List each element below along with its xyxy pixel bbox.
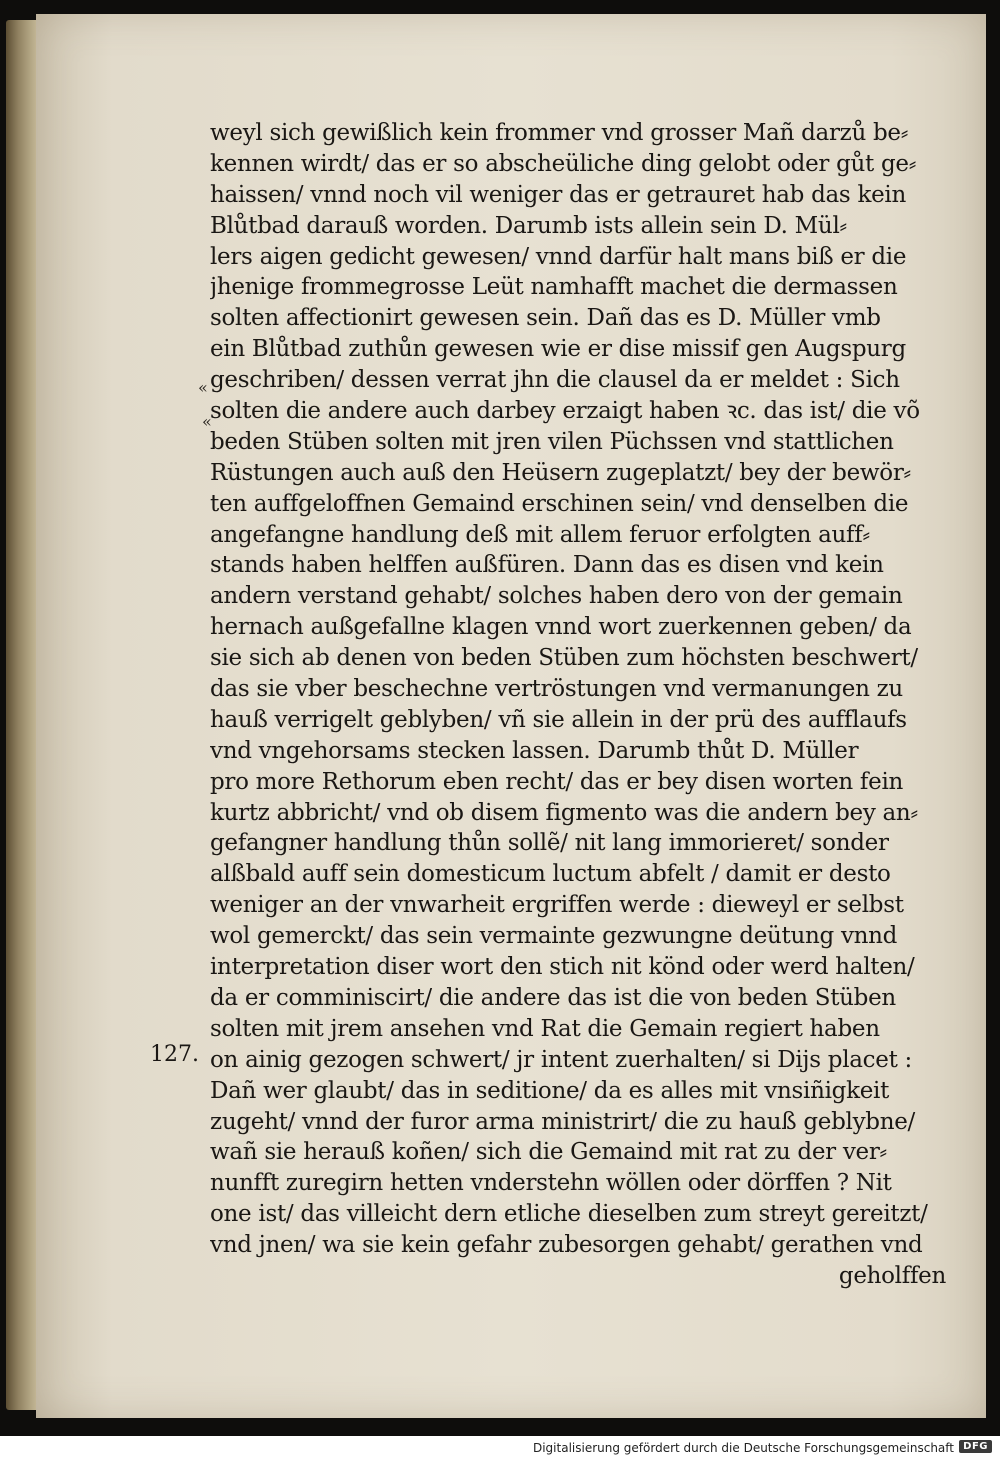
text-line: on ainig gezogen schwert/ jr intent zuerhalten/ si Dijs placet : <box>210 1046 912 1073</box>
text-line: nunfft zuregirn hetten vnderstehn wöllen oder dörffen ? Nit <box>210 1170 892 1197</box>
text-line: sie sich ab denen von beden Stüben zum höchsten beschwert/ <box>210 645 918 672</box>
text-line: gefangner handlung thůn sollẽ/ nit lang immorieret/ sonder <box>210 830 889 857</box>
text-line: weyl sich gewißlich kein frommer vnd grosser Mañ darzů be⸗ <box>210 120 909 146</box>
text-line: stands haben helffen außfüren. Dann das es disen vnd kein <box>210 552 884 579</box>
text-line: vnd jnen/ wa sie kein gefahr zubesorgen gehabt/ gerathen vnd <box>210 1232 923 1259</box>
text-line: alßbald auff sein domesticum luctum abfelt / damit er desto <box>210 861 891 888</box>
dfg-logo-icon: DFG <box>959 1440 992 1453</box>
text-line: solten die andere auch darbey erzaigt haben ꝛc. das ist/ die võ <box>210 398 920 425</box>
text-line: Blůtbad darauß worden. Darumb ists allein sein D. Mül⸗ <box>210 212 847 239</box>
text-line: lers aigen gedicht gewesen/ vnnd darfür halt mans biß er die <box>210 243 907 270</box>
text-line: ein Blůtbad zuthůn gewesen wie er dise missif gen Augspurg <box>210 336 906 363</box>
text-line: solten affectionirt gewesen sein. Dañ das es D. Müller vmb <box>210 305 881 332</box>
margin-quote-mark: « <box>202 412 210 431</box>
text-line: hauß verrigelt geblyben/ vñ sie allein in der prü des aufflaufs <box>210 706 907 733</box>
text-line: solten mit jrem ansehen vnd Rat die Gemain regiert haben <box>210 1015 880 1042</box>
text-line: ten auffgeloffnen Gemaind erschinen sein/ vnd denselben die <box>210 490 909 517</box>
text-line: angefangne handlung deß mit allem feruor erfolgten auff⸗ <box>210 521 870 548</box>
folio-number: 127. <box>150 1042 199 1067</box>
text-line: andern verstand gehabt/ solches haben dero von der gemain <box>210 583 903 610</box>
text-line: hernach außgefallne klagen vnnd wort zuerkennen geben/ da <box>210 614 912 641</box>
text-line: wañ sie herauß koñen/ sich die Gemaind mit rat zu der ver⸗ <box>210 1139 887 1166</box>
text-line: jhenige frommegrosse Leüt namhafft machet die dermassen <box>210 274 898 301</box>
text-line: geschriben/ dessen verrat jhn die clausel da er meldet : Sich <box>210 367 900 394</box>
margin-quote-mark: « <box>198 378 206 397</box>
text-line: beden Stüben solten mit jren vilen Püchssen vnd stattlichen <box>210 428 894 455</box>
text-line: wol gemerckt/ das sein vermainte gezwungne deütung vnnd <box>210 923 898 950</box>
text-line: vnd vngehorsams stecken lassen. Darumb thůt D. Müller <box>210 737 859 764</box>
text-line: kurtz abbricht/ vnd ob disem figmento was die andern bey an⸗ <box>210 799 918 826</box>
text-line: das sie vber beschechne vertröstungen vnd vermanungen zu <box>210 676 903 703</box>
text-line: one ist/ das villeicht dern etliche dieselben zum streyt gereitzt/ <box>210 1201 928 1228</box>
text-line: zugeht/ vnnd der furor arma ministrirt/ die zu hauß geblybne/ <box>210 1108 915 1135</box>
page-text <box>210 118 970 1292</box>
text-line: Dañ wer glaubt/ das in seditione/ da es alles mit vnsiñigkeit <box>210 1077 890 1104</box>
funding-credit: Digitalisierung gefördert durch die Deutsche Forschungsgemeinschaft <box>532 1441 954 1455</box>
text-line: da er comminiscirt/ die andere das ist die von beden Stüben <box>210 984 896 1011</box>
book-edge <box>6 20 40 1410</box>
text-line: weniger an der vnwarheit ergriffen werde : dieweyl er selbst <box>210 892 904 919</box>
text-line: pro more Rethorum eben recht/ das er bey disen worten fein <box>210 768 904 795</box>
catchword: geholffen <box>838 1262 946 1289</box>
text-line: Rüstungen auch auß den Heüsern zugeplatzt/ bey der bewör⸗ <box>210 459 911 486</box>
text-line: interpretation diser wort den stich nit könd oder werd halten/ <box>210 954 915 981</box>
text-line: kennen wirdt/ das er so abscheüliche ding gelobt oder gůt ge⸗ <box>210 150 917 177</box>
text-line: haissen/ vnnd noch vil weniger das er getrauret hab das kein <box>210 181 906 208</box>
